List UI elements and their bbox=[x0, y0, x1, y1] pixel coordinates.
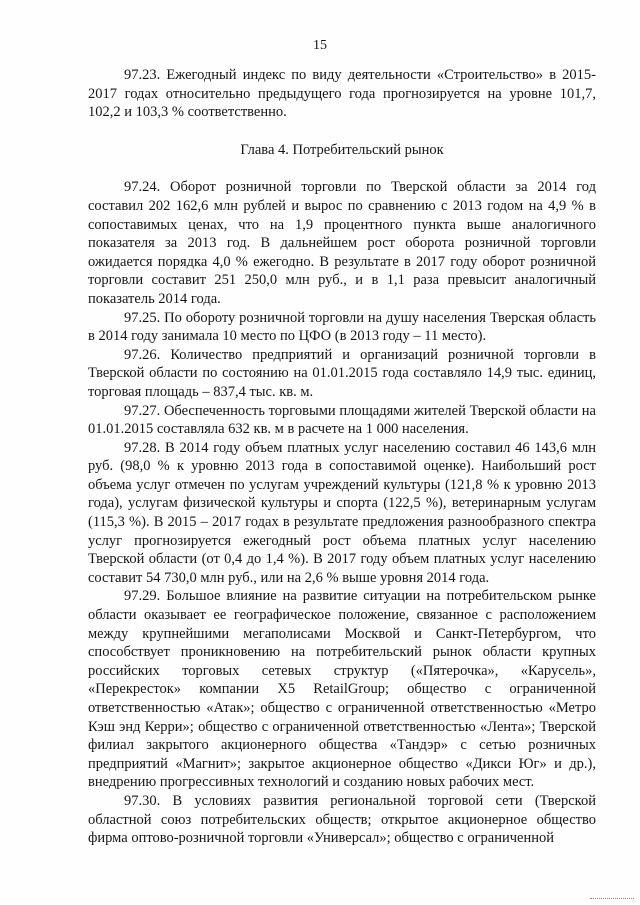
paragraph-97-29: 97.29. Большое влияние на развитие ситуации на потребительском рынке области оказывает ее географическое положение, связанное с расположением между крупнейшими мегаполисами Москвой и Санкт-Петербургом, что способствует проникновению на потребительский рынок области крупных российских торговых сетевых структур («Пятерочка», «Карусель», «Перекресток» компании X5 RetailGroup; общество с ограниченной ответственностью «Атак»; общество с ограниченной ответственностью «Метро Кэш энд Керри»; общество с ограниченной ответственностью «Лента»; Тверской филиал закрытого акционерного общества «Тандэр» с сетью розничных предприятий «Магнит»; закрытое акционерное общество «Дикси Юг» и др.), внедрению прогрессивных технологий и созданию новых рабочих мест. bbox=[88, 588, 596, 791]
page-number: 15 bbox=[313, 38, 327, 53]
paragraph-97-24: 97.24. Оборот розничной торговли по Тверской области за 2014 год составил 202 162,6 млн рублей и вырос по сравнению с 2013 годом на 4,9 % в сопоставимых ценах, что на 1,9 процентного пункта выше аналогичного показателя за 2013 год. В дальнейшем рост оборота розничной торговли ожидается порядка 4,0 % ежегодно. В результате в 2017 году оборот розничной торговли составит 251 250,0 млн руб., и в 1,1 раза превысит аналогичный показатель 2014 года. bbox=[88, 179, 596, 307]
document-body bbox=[88, 66, 596, 848]
scan-edge-mark bbox=[590, 898, 634, 901]
paragraph-97-25: 97.25. По обороту розничной торговли на душу населения Тверская область в 2014 году занимала 10 место по ЦФО (в 2013 году – 11 место). bbox=[88, 309, 596, 345]
paragraph-97-26: 97.26. Количество предприятий и организаций розничной торговли в Тверской области по состоянию на 01.01.2015 года составляло 14,9 тыс. единиц, торговая площадь – 837,4 тыс. кв. м. bbox=[88, 346, 596, 400]
paragraph-97-23: 97.23. Ежегодный индекс по виду деятельности «Строительство» в 2015-2017 годах относительно предыдущего года прогнозируется на уровне 101,7, 102,2 и 103,3 % соответственно. bbox=[88, 67, 596, 121]
paragraph-97-28: 97.28. В 2014 году объем платных услуг населению составил 46 143,6 млн руб. (98,0 % к уровню 2013 года в сопоставимой оценке). Наибольший рост объема услуг отмечен по услугам учреждений культуры (121,8 % к уровню 2013 года), услугам физической культуры и спорта (122,5 %), ветеринарным услугам (115,3 %). В 2015 – 2017 годах в результате предложения разнообразного спектра услуг прогнозируется ежегодный рост объема платных услуг населению Тверской области (от 0,4 до 1,4 %). В 2017 году объем платных услуг населению составит 54 730,0 млн руб., или на 2,6 % выше уровня 2014 года. bbox=[88, 439, 596, 586]
paragraph-97-30: 97.30. В условиях развития региональной торговой сети (Тверской областной союз потребительских обществ; открытое акционерное общество фирма оптово-розничной торговли «Универсал»; общество с ограниченной bbox=[88, 792, 596, 847]
paragraph-97-27: 97.27. Обеспеченность торговыми площадями жителей Тверской области на 01.01.2015 составляла 632 кв. м в расчете на 1 000 населения. bbox=[88, 402, 596, 438]
chapter-heading: Глава 4. Потребительский рынок bbox=[240, 141, 444, 158]
